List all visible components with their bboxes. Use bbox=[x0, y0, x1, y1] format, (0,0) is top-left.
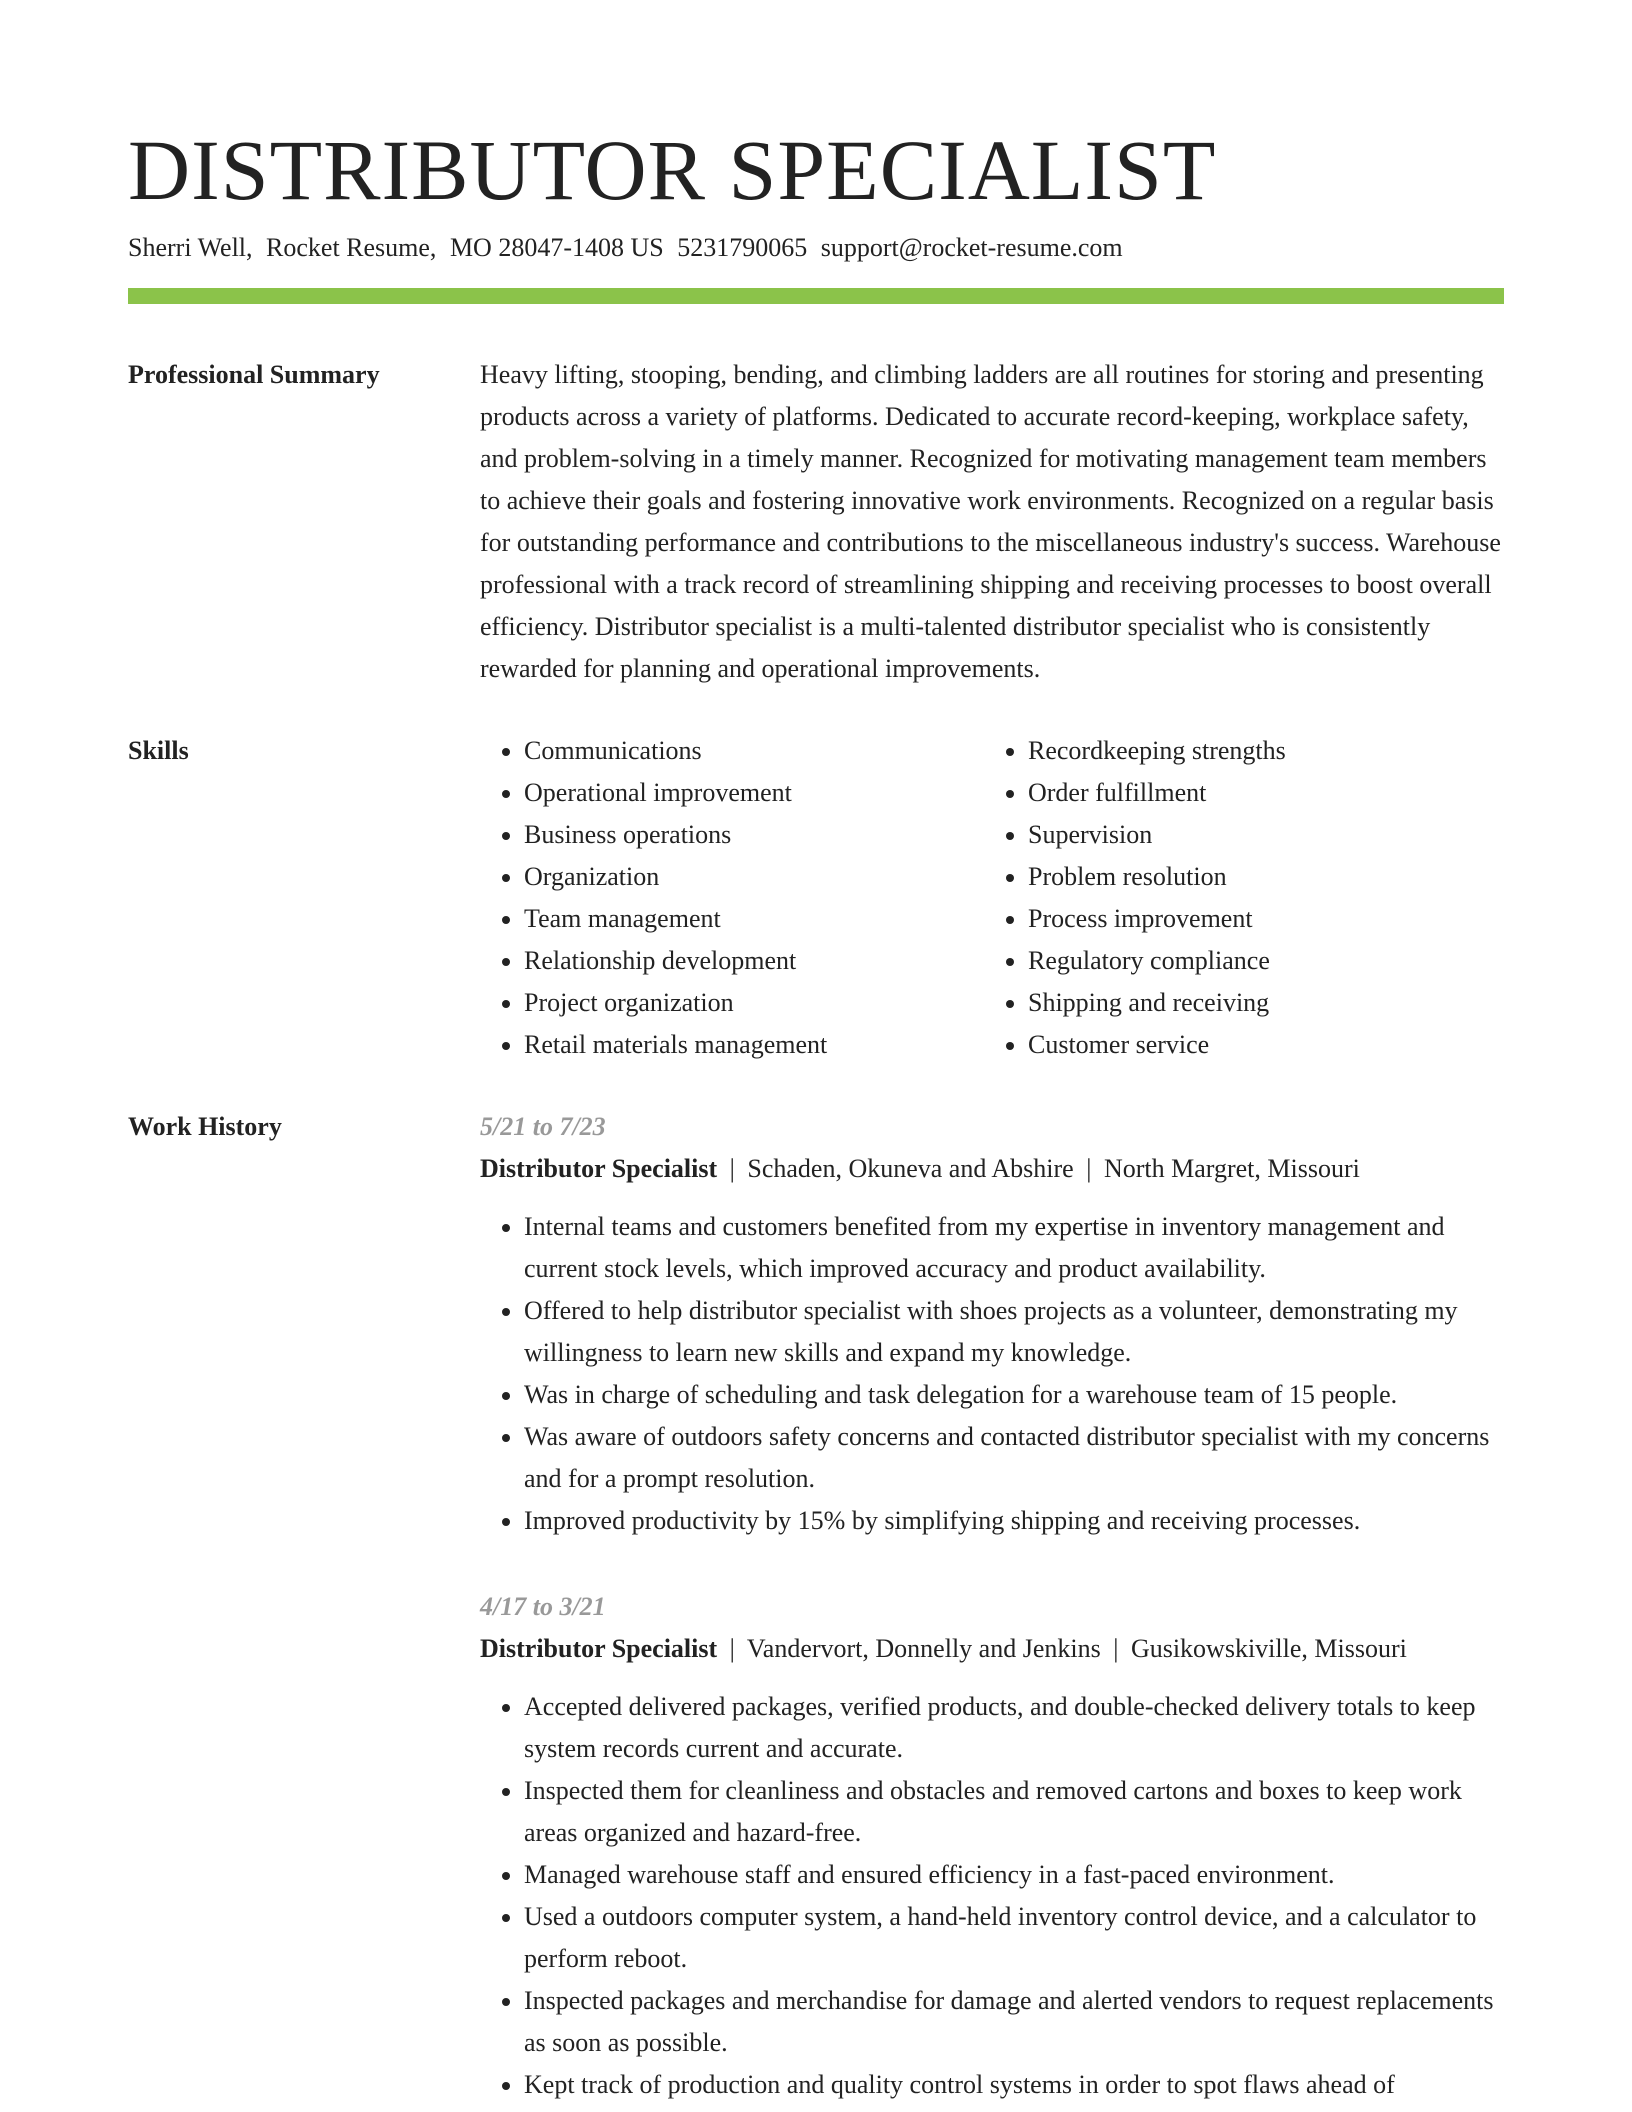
resume-page bbox=[128, 120, 1504, 2106]
skill-item: • Organization bbox=[524, 856, 984, 898]
job-company: Schaden, Okuneva and Abshire bbox=[747, 1154, 1074, 1183]
job-bullet: • Inspected them for cleanliness and obstacles and removed cartons and boxes to keep work areas organized and hazard-free. bbox=[524, 1770, 1504, 1854]
job-heading bbox=[480, 1148, 1504, 1190]
job-separator: | bbox=[1113, 1634, 1119, 1663]
skill-item: • Retail materials management bbox=[524, 1024, 984, 1066]
resume-name: DISTRIBUTOR SPECIALIST bbox=[128, 122, 1217, 218]
job-bullet: • Managed warehouse staff and ensured efficiency in a fast-paced environment. bbox=[524, 1854, 1504, 1896]
skill-item: • Business operations bbox=[524, 814, 984, 856]
contact-line bbox=[128, 230, 1504, 266]
skill-item: • Supervision bbox=[1028, 814, 1498, 856]
job-company: Vandervort, Donnelly and Jenkins bbox=[746, 1634, 1101, 1663]
skill-item: • Regulatory compliance bbox=[1028, 940, 1498, 982]
job-entry bbox=[480, 1586, 1504, 2106]
contact-phone: 5231790065 bbox=[677, 233, 808, 262]
skills-title: Skills bbox=[128, 736, 189, 765]
contact-email: support@rocket-resume.com bbox=[820, 233, 1123, 262]
job-title: Distributor Specialist bbox=[480, 1154, 718, 1183]
skills-column-1 bbox=[480, 730, 984, 1066]
skill-item: • Team management bbox=[524, 898, 984, 940]
skill-item: • Recordkeeping strengths bbox=[1028, 730, 1498, 772]
job-dates: 5/21 to 7/23 bbox=[480, 1112, 606, 1141]
skills-column-2 bbox=[984, 730, 1498, 1066]
job-bullet: • Used a outdoors computer system, a hand-held inventory control device, and a calculator to perform reboot. bbox=[524, 1896, 1504, 1980]
skill-item: • Problem resolution bbox=[1028, 856, 1498, 898]
job-location: Gusikowskiville, Missouri bbox=[1130, 1634, 1407, 1663]
summary-section bbox=[128, 354, 1504, 690]
contact-company: Rocket Resume, bbox=[266, 233, 437, 262]
header-divider bbox=[128, 288, 1504, 304]
skill-item: • Shipping and receiving bbox=[1028, 982, 1498, 1024]
job-bullet: • Was in charge of scheduling and task delegation for a warehouse team of 15 people. bbox=[524, 1374, 1504, 1416]
job-separator: | bbox=[1086, 1154, 1092, 1183]
job-bullet: • Inspected packages and merchandise for damage and alerted vendors to request replacements as soon as possible. bbox=[524, 1980, 1504, 2064]
job-dates: 4/17 to 3/21 bbox=[480, 1592, 606, 1621]
work-history-title: Work History bbox=[128, 1112, 282, 1141]
job-bullet: • Internal teams and customers benefited from my expertise in inventory management and current stock levels, which improved accuracy and product availability. bbox=[524, 1206, 1504, 1290]
skill-item: • Order fulfillment bbox=[1028, 772, 1498, 814]
skill-item: • Process improvement bbox=[1028, 898, 1498, 940]
summary-title: Professional Summary bbox=[128, 360, 380, 389]
contact-person: Sherri Well, bbox=[128, 233, 253, 262]
summary-text: Heavy lifting, stooping, bending, and climbing ladders are all routines for storing and presenting products across a variety of platforms. Dedicated to accurate record-keeping, workplace safety, and problem-solving in a timely manner. Recognized for motivating management team members to achieve their goals and fostering innovative work environments. Recognized on a regular basis for outstanding performance and contributions to the miscellaneous industry's success. Warehouse professional with a track record of streamlining shipping and receiving processes to boost overall efficiency. Distributor specialist is a multi-talented distributor specialist who is consistently rewarded for planning and operational improvements. bbox=[480, 360, 1501, 683]
job-separator: | bbox=[729, 1154, 735, 1183]
job-separator: | bbox=[729, 1634, 735, 1663]
job-bullet: • Offered to help distributor specialist with shoes projects as a volunteer, demonstrating my willingness to learn new skills and expand my knowledge. bbox=[524, 1290, 1504, 1374]
job-bullets bbox=[480, 1686, 1504, 2106]
work-history-section bbox=[128, 1106, 1504, 2106]
job-bullets bbox=[480, 1206, 1504, 1542]
skill-item: • Relationship development bbox=[524, 940, 984, 982]
job-bullet: • Improved productivity by 15% by simplifying shipping and receiving processes. bbox=[524, 1500, 1504, 1542]
skill-item: • Communications bbox=[524, 730, 984, 772]
skill-item: • Project organization bbox=[524, 982, 984, 1024]
job-entry bbox=[480, 1106, 1504, 1542]
skills-section bbox=[128, 730, 1504, 1066]
skill-item: • Customer service bbox=[1028, 1024, 1498, 1066]
job-bullet: • Accepted delivered packages, verified products, and double-checked delivery totals to keep system records current and accurate. bbox=[524, 1686, 1504, 1770]
job-title: Distributor Specialist bbox=[480, 1634, 718, 1663]
skill-item: • Operational improvement bbox=[524, 772, 984, 814]
job-bullet: • Kept track of production and quality control systems in order to spot flaws ahead of bbox=[524, 2064, 1504, 2106]
contact-address: MO 28047-1408 US bbox=[449, 233, 664, 262]
job-bullet: • Was aware of outdoors safety concerns and contacted distributor specialist with my concerns and for a prompt resolution. bbox=[524, 1416, 1504, 1500]
job-location: North Margret, Missouri bbox=[1103, 1154, 1360, 1183]
job-heading bbox=[480, 1628, 1504, 1670]
